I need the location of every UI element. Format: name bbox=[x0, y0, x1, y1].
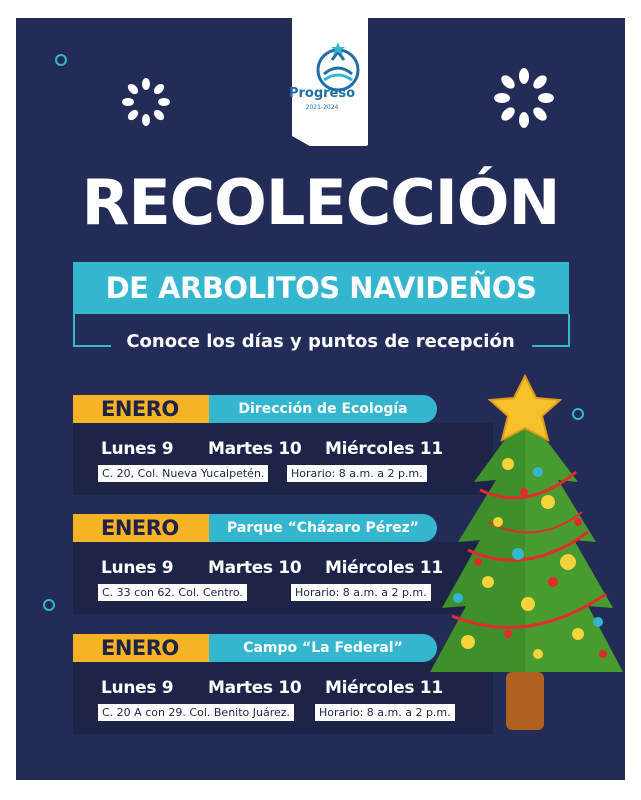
address-label: C. 33 con 62. Col. Centro. bbox=[98, 584, 247, 601]
circle-decoration bbox=[42, 598, 56, 612]
address-label: C. 20, Col. Nueva Yucalpetén. bbox=[98, 465, 268, 482]
address-label: C. 20 A con 29. Col. Benito Juárez. bbox=[98, 704, 294, 721]
logo-badge bbox=[288, 18, 384, 164]
circle-decoration bbox=[54, 53, 68, 67]
brand-name: Progreso bbox=[288, 86, 356, 101]
tagline: Conoce los días y puntos de recepción bbox=[126, 331, 515, 352]
hours-label: Horario: 8 a.m. a 2 p.m. bbox=[291, 584, 431, 601]
day-label: Miércoles 11 bbox=[325, 678, 443, 698]
snowflake-icon-right bbox=[490, 64, 558, 132]
subtitle: DE ARBOLITOS NAVIDEÑOS bbox=[105, 271, 537, 305]
hours-label: Horario: 8 a.m. a 2 p.m. bbox=[315, 704, 455, 721]
day-label: Martes 10 bbox=[208, 439, 302, 459]
day-label: Lunes 9 bbox=[101, 678, 174, 698]
month-label: ENERO bbox=[73, 634, 209, 662]
snowflake-icon-left bbox=[118, 74, 174, 130]
day-label: Miércoles 11 bbox=[325, 439, 443, 459]
subtitle-banner bbox=[73, 262, 569, 314]
day-label: Martes 10 bbox=[208, 678, 302, 698]
hours-label: Horario: 8 a.m. a 2 p.m. bbox=[287, 465, 427, 482]
month-label: ENERO bbox=[73, 514, 209, 542]
day-label: Lunes 9 bbox=[101, 558, 174, 578]
place-label: Parque “Cházaro Pérez” bbox=[209, 514, 437, 542]
day-label: Martes 10 bbox=[208, 558, 302, 578]
brand-years: 2021-2024 bbox=[305, 104, 339, 111]
christmas-tree-icon bbox=[428, 372, 626, 742]
main-title: RECOLECCIÓN bbox=[81, 166, 560, 239]
day-label: Miércoles 11 bbox=[325, 558, 443, 578]
place-label: Dirección de Ecología bbox=[209, 395, 437, 423]
month-label: ENERO bbox=[73, 395, 209, 423]
day-label: Lunes 9 bbox=[101, 439, 174, 459]
place-label: Campo “La Federal” bbox=[209, 634, 437, 662]
